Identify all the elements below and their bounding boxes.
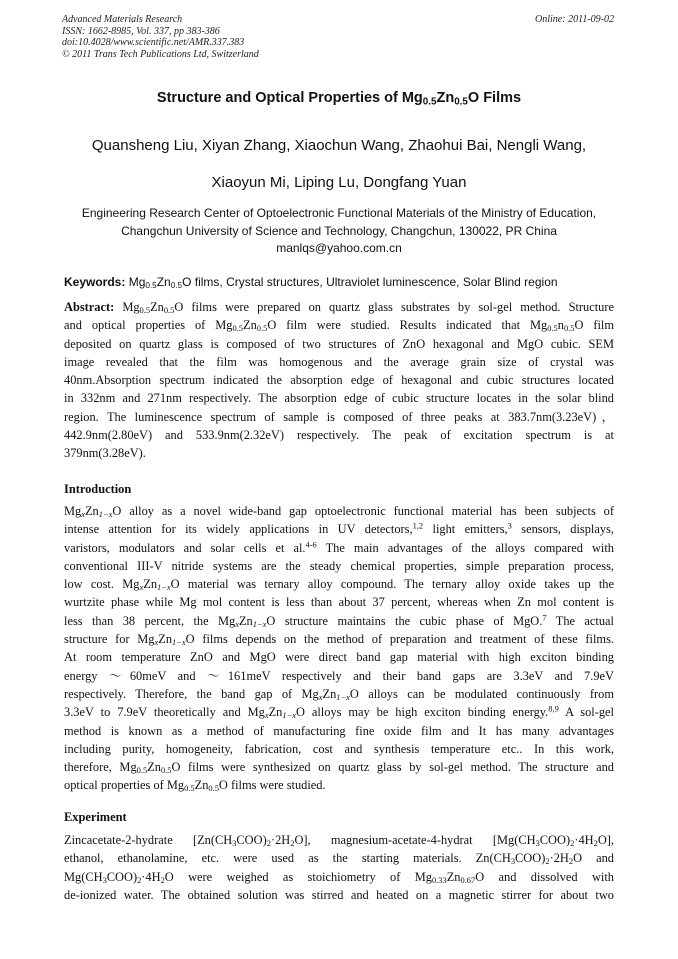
copyright: © 2011 Trans Tech Publications Ltd, Switzerland xyxy=(62,48,259,60)
abstract-label: Abstract: xyxy=(64,300,115,314)
author-list xyxy=(40,127,638,201)
affiliation xyxy=(40,205,638,258)
paper-title: Structure and Optical Properties of $Mg_{0.5}Zn_{0.5}O$ Films xyxy=(156,90,522,108)
online-date: Online: 2011-09-02 xyxy=(535,14,614,25)
keywords: Keywords: $Mg_{0.5}Zn_{0.5}O$ films, Crystal structures, Ultraviolet luminescence, Solar Blind region xyxy=(64,275,558,291)
email[interactable]: manlqs@yahoo.com.cn xyxy=(276,241,402,255)
journal-header xyxy=(62,14,259,60)
doi[interactable]: doi:10.4028/www.scientific.net/AMR.337.383 xyxy=(62,37,245,48)
section-heading-experiment: Experiment xyxy=(64,810,127,824)
abstract: Abstract: $Mg_{0.5}Zn_{0.5}O$ films were prepared on quartz glass substrates by sol-gel method. Structure and optical properties of $Mg_{0.5}Zn_{0.5}O$ film were studied. Results indicated that $Mg_{0.5}n_{0.5}O$ film deposited on quartz glass is composed of two structures of ZnO hexagonal and MgO cubic. SEM image revealed that the film was homogenous and the average grain size of crystal was 40nm.Absorption spectrum indicated the absorption edge of hexagonal and cubic structures located in 332nm and 271nm respectively. The absorption edge of cubic structure locates in the solar blind region. The luminescence spectrum of sample is composed of three peaks at 383.7nm(3.23eV)， 442.9nm(2.80eV) and 533.9nm(2.32eV) respectively. The peak of excitation spectrum is at 379nm(3.28eV). xyxy=(64,300,615,461)
authors-line-2: Xiaoyun Mi, Liping Lu, Dongfang Yuan xyxy=(211,174,467,191)
keywords-label: Keywords: xyxy=(64,275,126,289)
introduction-body: $Mg_xZn_{1-x}O$ alloy as a novel wide-band gap optoelectronic functional material has been subjects of intense attention for its widely applications in UV detectors,$^{1,2}$ light emitters,$^3$ sensors, displays, varistors, modulators and solar cells et al.$^{4-6}$ The main advantages of the alloys compared with conventional III-V nitride systems are the steady chemical properties, simple preparation process, low cost. $Mg_xZn_{1-x}O$ material was ternary alloy compound. The ternary alloy oxide takes up the wurtzite phase while Mg mol content is less than about 37 percent, whereas when Zn mol content is less than 38 percent, the $Mg_xZn_{1-x}O$ structure maintains the cubic phase of MgO.$^7$ The actual structure for $Mg_xZn_{1-x}O$ films depends on the method of preparation and treatment of these films. At room temperature ZnO and MgO were direct band gap material with high exciton binding energy ～60meV and ～161meV respectively and their band gaps are 3.3eV and 7.9eV respectively. Therefore, the band gap of $Mg_xZn_{1-x}O$ alloys can be modulated continuously from 3.3eV to 7.9eV theoretically and $Mg_xZn_{1-x}O$ alloys may be high exciton binding energy.$^{8,9}$ A sol-gel method is known as a method of manufacturing fine oxide film and It has many advantages including purity, homogeneity, fabrication, cost and synthesis temperature etc.. In this work, therefore, $Mg_{0.5}Zn_{0.5}O$ films were synthesized on quartz glass by sol-gel method. The structure and optical properties of $Mg_{0.5}Zn_{0.5}O$ films were studied. xyxy=(64,504,615,794)
authors-line-1: Quansheng Liu, Xiyan Zhang, Xiaochun Wang, Zhaohui Bai, Nengli Wang, xyxy=(91,137,587,154)
issn: ISSN: 1662-8985, Vol. 337, pp 383-386 xyxy=(62,25,220,37)
section-heading-introduction: Introduction xyxy=(64,482,132,496)
affiliation-line-1: Engineering Research Center of Optoelectronic Functional Materials of the Ministry of Education, xyxy=(81,206,597,220)
journal-name: Advanced Materials Research xyxy=(62,14,183,25)
experiment-body: Zincacetate-2-hydrate $[Zn(CH_3COO)_2\cdot 2H_2O]$, magnesium-acetate-4-hydrat $[Mg(CH_3COO)_2\cdot 4H_2O]$, ethanol, ethanolamine, etc. were used as the starting materials. $Zn(CH_3COO)_2\cdot 2H_2O$ and $Mg(CH_3COO)_2\cdot 4H_2O$ were weighed as stoichiometry of $Mg_{0.33}Zn_{0.67}O$ and dissolved with de-ionized water. The obtained solution was stirred and heated on a magnetic stirrer for about two xyxy=(64,833,614,902)
affiliation-line-2: Changchun University of Science and Technology, Changchun, 130022, PR China xyxy=(121,223,557,238)
